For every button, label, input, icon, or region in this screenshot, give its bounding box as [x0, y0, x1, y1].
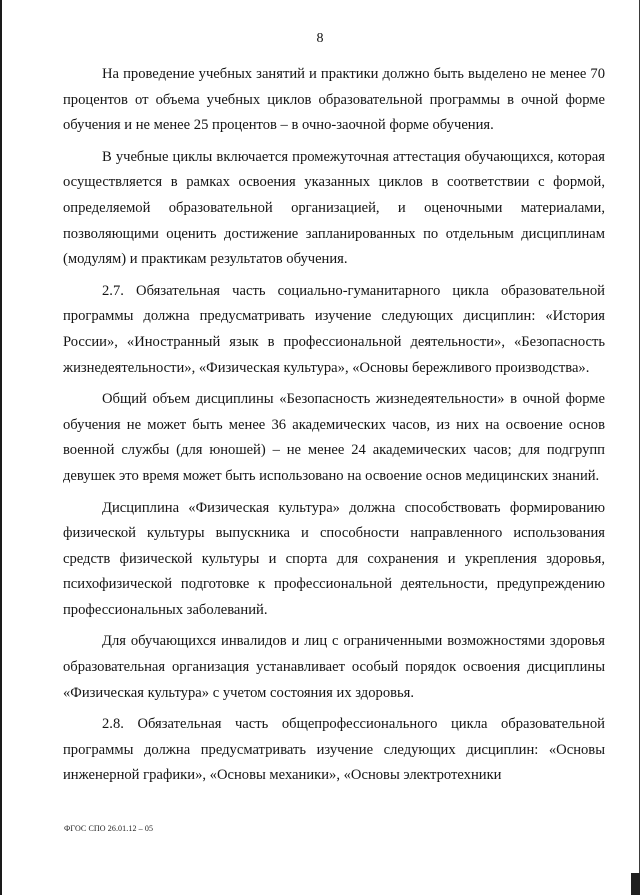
paragraph: В учебные циклы включается промежуточная аттестация обучающихся, которая осуществляется в рамках освоения указанных циклов в соответствии с формой, определяемой образовательной организацией, и оценочными материалами, позволяющими оценить достижение запланированных по отдельным дисциплинам (модулям) и практикам результатов обучения. [63, 148, 605, 268]
paragraph: 2.8. Обязательная часть общепрофессионального цикла образовательной программы должна предусматривать изучение следующих дисциплин: «Основы инженерной графики», «Основы механики», «Основы электротехники [63, 716, 605, 784]
scan-corner-mark [631, 873, 640, 895]
paragraph: Дисциплина «Физическая культура» должна способствовать формированию физической культуры выпускника и способности направленного использования средств физической культуры и спорта для сохранения и укрепления здоровья, психофизической подготовке к профессиональной деятельности, предупреждению профессиональных заболеваний. [63, 499, 605, 618]
paragraph: Для обучающихся инвалидов и лиц с ограниченными возможностями здоровья образовательная организация устанавливает особый порядок освоения дисциплины «Физическая культура» с учетом состояния их здоровья. [63, 633, 605, 701]
document-footer-code: ФГОС СПО 26.01.12 – 05 [64, 824, 154, 833]
paragraph: 2.7. Обязательная часть социально-гуманитарного цикла образовательной программы должна предусматривать изучение следующих дисциплин: «История России», «Иностранный язык в профессиональной деятельности», «Безопасность жизнедеятельности», «Физическая культура», «Основы бережливого производства». [63, 282, 605, 376]
paragraph: Общий объем дисциплины «Безопасность жизнедеятельности» в очной форме обучения не может быть менее 36 академических часов, из них на освоение основ военной службы (для юношей) – не менее 24 академических часов; для подгрупп девушек это время может быть использовано на освоение основ медицинских знаний. [63, 391, 605, 484]
paragraph: На проведение учебных занятий и практики должно быть выделено не менее 70 процентов от объема учебных циклов образовательной программы в очной форме обучения и не менее 25 процентов – в очно-заочной форме обучения. [63, 66, 605, 134]
page-number: 8 [316, 31, 324, 46]
document-body [63, 62, 605, 795]
scan-left-edge [0, 0, 2, 895]
